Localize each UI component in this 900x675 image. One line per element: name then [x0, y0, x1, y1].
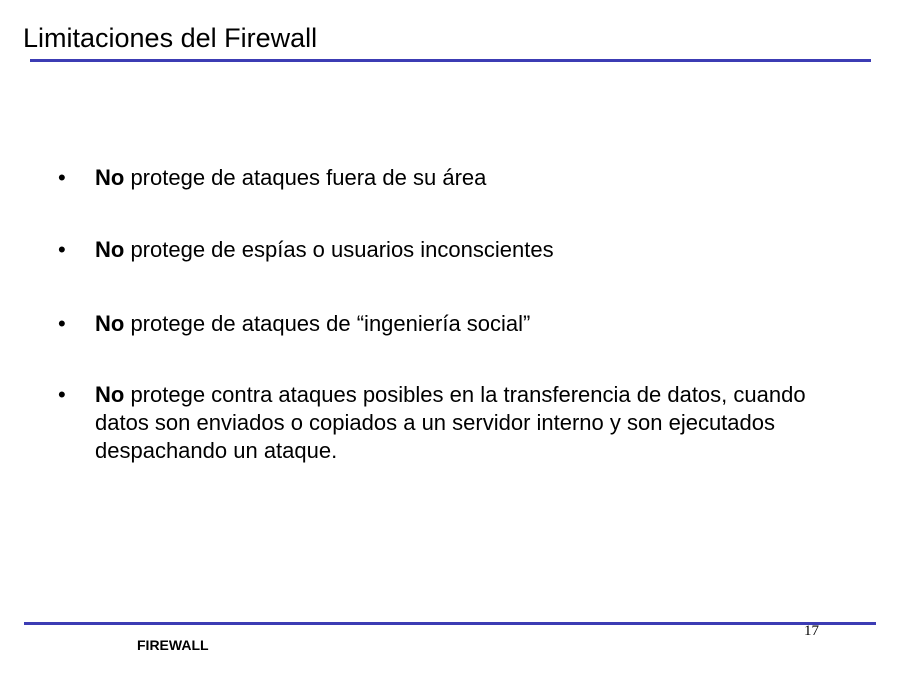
bullet-item [58, 236, 848, 264]
bullet-body: protege de ataques fuera de su área [124, 165, 487, 190]
bullet-item [58, 164, 848, 192]
bullet-marker: • [58, 311, 66, 336]
title-divider [30, 59, 871, 62]
bullet-marker: • [58, 165, 66, 190]
bullet-emphasis: No [95, 165, 125, 190]
bullet-item [58, 381, 848, 465]
bullet-emphasis: No [95, 382, 125, 407]
bullet-text [95, 236, 848, 264]
bullet-text [95, 164, 848, 192]
bullet-text [95, 310, 848, 338]
bullet-text [95, 381, 848, 465]
bullet-marker: • [58, 237, 66, 262]
bullet-body: protege de espías o usuarios inconscientes [124, 237, 554, 262]
slide-title: Limitaciones del Firewall [23, 23, 318, 53]
bullet-body: protege de ataques de “ingeniería social” [124, 311, 531, 336]
bullet-emphasis: No [95, 237, 125, 262]
bullet-body: protege contra ataques posibles en la transferencia de datos, cuando datos son enviados o copiados a un servidor interno y son ejecutados despachando un ataque. [95, 382, 806, 463]
bullet-item [58, 310, 848, 338]
footer-divider [24, 622, 876, 625]
slide-number: 17 [804, 623, 819, 639]
bullet-marker: • [58, 382, 66, 407]
bullet-emphasis: No [95, 311, 125, 336]
footer-label: FIREWALL [137, 637, 209, 653]
